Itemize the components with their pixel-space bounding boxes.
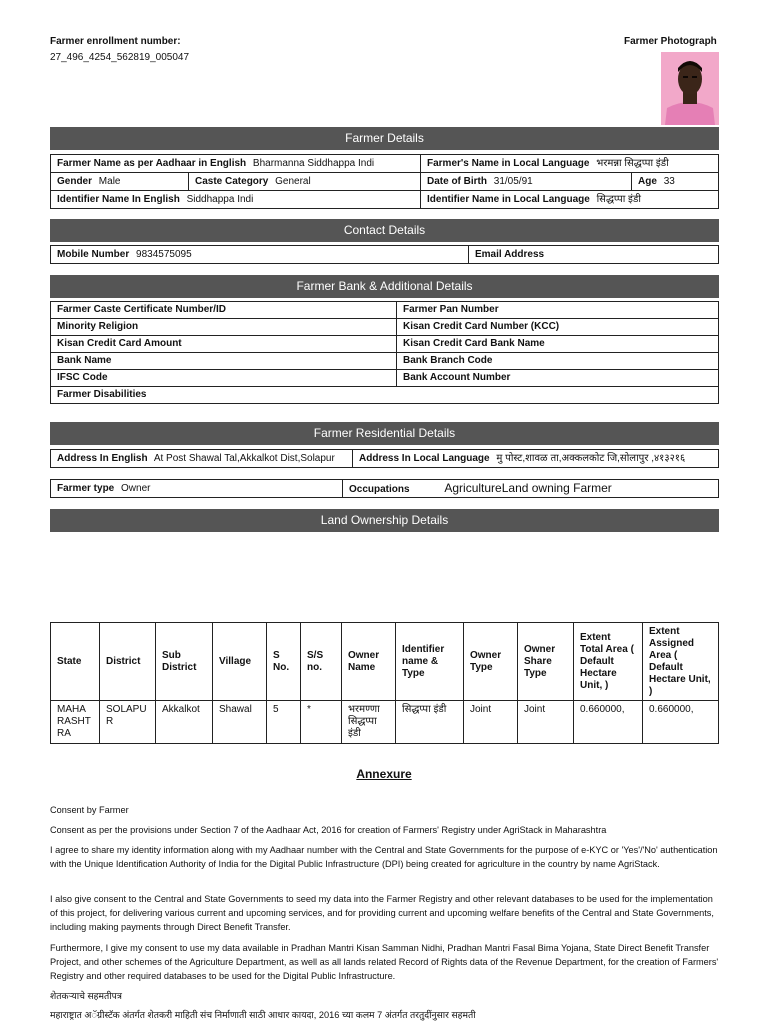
col-owner-share-type: Owner Share Type (518, 623, 574, 701)
land-table-header-row (51, 623, 719, 701)
address-english-label: Address In English (57, 453, 148, 464)
name-local-label: Farmer's Name in Local Language (427, 158, 590, 169)
bank-row (51, 353, 719, 370)
name-local-cell (421, 155, 718, 172)
consent-text-marathi: महाराष्ट्रात अॅग्रीस्टॅक अंतर्गत शेतकरी माहिती संच निर्माणाती साठी आधार कायदा, 2016 च्या कलम 7 अंतर्गत तरतुदींनुसार सहमती (50, 1010, 476, 1020)
cell-assigned-area: 0.660000, (643, 701, 719, 744)
bank-row (51, 302, 719, 319)
dob-label: Date of Birth (427, 176, 487, 187)
address-local-value: मु पोस्ट,शावळ ता,अक्कलकोट जि,सोलापुर ,४१३२१६ (496, 453, 686, 464)
photo-label: Farmer Photograph (624, 36, 717, 47)
branch-code-label: Bank Branch Code (397, 353, 719, 370)
col-total-area: Extent Total Area ( Default Hectare Unit, ) (574, 623, 643, 701)
consent-paragraph-2: I also give consent to the Central and State Governments to seed my data into the Farmer Registry and other relevant databases to be used for the implementation of this project, for delivering various current and upcoming services, and for providing current and upcoming welfare benefits of the Central and State Governments, including making payments through Direct Benefit Transfer. (50, 894, 714, 932)
identifier-english-cell (51, 191, 421, 208)
caste-label: Caste Category (195, 176, 269, 187)
age-value: 33 (663, 176, 675, 187)
cell-owner-share-type: Joint (518, 701, 574, 744)
bank-row (51, 370, 719, 387)
cell-state: MAHARASHTRA (51, 701, 100, 744)
occupations-value: AgricultureLand owning Farmer (444, 481, 612, 495)
name-english-value: Bharmanna Siddhappa Indi (252, 158, 375, 169)
ifsc-code-label: IFSC Code (51, 370, 397, 387)
occupations-label: Occupations (349, 484, 410, 495)
account-number-label: Bank Account Number (397, 370, 719, 387)
consent-section-text: Consent as per the provisions under Section 7 of the Aadhaar Act, 2016 for creation of Farmers' Registry under AgriStack in Maharashtra (50, 825, 607, 835)
identifier-english-value: Siddhappa Indi (186, 194, 254, 205)
land-ownership-header: Land Ownership Details (50, 509, 719, 532)
name-local-value: भरमन्ना सिद्धप्पा इंडी (596, 158, 669, 169)
email-cell (469, 246, 718, 263)
kcc-amount-label: Kisan Credit Card Amount (51, 336, 397, 353)
name-english-cell (51, 155, 421, 172)
caste-certificate-label: Farmer Caste Certificate Number/ID (51, 302, 397, 319)
mobile-cell (51, 246, 469, 263)
contact-details-header: Contact Details (50, 219, 719, 242)
address-local-label: Address In Local Language (359, 453, 490, 464)
minority-religion-label: Minority Religion (51, 319, 397, 336)
identifier-english-label: Identifier Name In English (57, 194, 180, 205)
dob-cell (421, 173, 632, 190)
residential-details-header: Farmer Residential Details (50, 422, 719, 445)
bank-details-table (50, 301, 719, 404)
dob-value: 31/05/91 (493, 176, 533, 187)
cell-owner-name: भरमण्णा सिद्धप्पा इंडी (342, 701, 396, 744)
farmer-type-row (50, 479, 719, 498)
consent-heading: Consent by Farmer (50, 805, 129, 815)
cell-total-area: 0.660000, (574, 701, 643, 744)
occupations-cell (343, 480, 718, 497)
address-english-value: At Post Shawal Tal,Akkalkot Dist,Solapur (153, 453, 335, 464)
gender-row (50, 172, 719, 191)
pan-number-label: Farmer Pan Number (397, 302, 719, 319)
land-ownership-table (50, 622, 719, 744)
consent-paragraph-1: I agree to share my identity information along with my Aadhaar number with the Central and State Governments for the purpose of e-KYC or 'Yes'/'No' authentication with the Unique Identification Authority of India for the Digital Public Infrastructure (DPI) being created for agriculture in the country by name AgriStack. (50, 845, 718, 869)
address-row (50, 449, 719, 468)
farmer-name-row (50, 154, 719, 173)
cell-identifier: सिद्धप्पा इंडी (396, 701, 464, 744)
enrollment-number: 27_496_4254_562819_005047 (50, 52, 190, 63)
cell-s-no: 5 (267, 701, 301, 744)
consent-paragraph-3: Furthermore, I give my consent to use my data available in Pradhan Mantri Kisan Samman Nidhi, Pradhan Mantri Fasal Bima Yojana, State Direct Benefit Transfer Project, and other schemes of the Agriculture Department, as well as all lands related Record of Rights data of the Revenue Department, for the creation of Farmers' Registry and other required databases to be used for the Digital Public Infrastructure. (50, 943, 719, 981)
kcc-bank-name-label: Kisan Credit Card Bank Name (397, 336, 719, 353)
farmer-photograph (661, 52, 719, 125)
farmer-details-header: Farmer Details (50, 127, 719, 150)
farmer-type-label: Farmer type (57, 483, 115, 494)
col-sub-district: Sub District (156, 623, 213, 701)
gender-label: Gender (57, 176, 93, 187)
age-label: Age (638, 176, 657, 187)
col-village: Village (213, 623, 267, 701)
col-identifier: Identifier name & Type (396, 623, 464, 701)
caste-cell (189, 173, 421, 190)
name-english-label: Farmer Name as per Aadhaar in English (57, 158, 247, 169)
bank-details-header: Farmer Bank & Additional Details (50, 275, 719, 298)
cell-village: Shawal (213, 701, 267, 744)
bank-row (51, 319, 719, 336)
bank-row (51, 387, 719, 404)
caste-value: General (275, 176, 311, 187)
col-owner-type: Owner Type (464, 623, 518, 701)
address-local-cell (353, 450, 718, 467)
col-assigned-area: Extent Assigned Area ( Default Hectare Unit, ) (643, 623, 719, 701)
identifier-local-label: Identifier Name in Local Language (427, 194, 590, 205)
col-owner-name: Owner Name (342, 623, 396, 701)
cell-ss-no: * (301, 701, 342, 744)
identifier-row (50, 190, 719, 209)
col-s-no: S No. (267, 623, 301, 701)
mobile-label: Mobile Number (57, 249, 130, 260)
age-cell (632, 173, 718, 190)
bank-name-label: Bank Name (51, 353, 397, 370)
mobile-value: 9834575095 (136, 249, 192, 260)
farmer-type-value: Owner (121, 483, 151, 494)
address-english-cell (51, 450, 353, 467)
bank-row (51, 336, 719, 353)
gender-value: Male (98, 176, 121, 187)
cell-sub-district: Akkalkot (156, 701, 213, 744)
cell-owner-type: Joint (464, 701, 518, 744)
identifier-local-value: सिद्धप्पा इंडी (596, 194, 641, 205)
contact-row (50, 245, 719, 264)
col-district: District (100, 623, 156, 701)
farmer-type-cell (51, 480, 343, 497)
gender-cell (51, 173, 189, 190)
cell-district: SOLAPUR (100, 701, 156, 744)
consent-heading-marathi: शेतकऱ्याचे सहमतीपत्र (50, 991, 122, 1001)
disabilities-label: Farmer Disabilities (51, 387, 719, 404)
kcc-number-label: Kisan Credit Card Number (KCC) (397, 319, 719, 336)
identifier-local-cell (421, 191, 718, 208)
enrollment-label: Farmer enrollment number: (50, 36, 181, 47)
col-ss-no: S/S no. (301, 623, 342, 701)
annexure-title: Annexure (356, 767, 412, 781)
land-table-row (51, 701, 719, 744)
col-state: State (51, 623, 100, 701)
email-label: Email Address (475, 249, 545, 260)
